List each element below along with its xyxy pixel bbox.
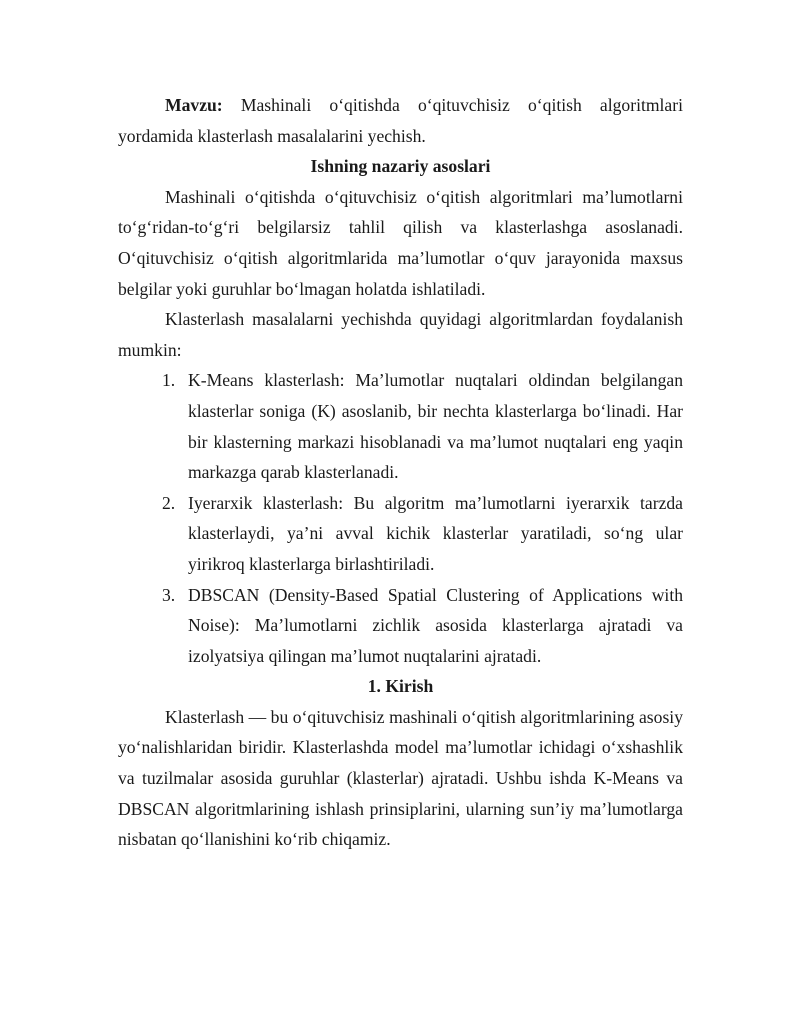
list-item-dbscan [162, 580, 683, 672]
list-number: 1. [162, 370, 176, 391]
intro-paragraph: Klasterlash — bu o‘qituvchisiz mashinali o‘qitish algoritmlarining asosiy yo‘nalishlaridan biridir. Klasterlashda model ma’lumotlar ichidagi o‘xshashlik va tuzilmalar asosida guruhlar (klasterlar) ajratadi. Ushbu ishda K-Means va DBSCAN algoritmlarining ishlash prinsiplarini, ularning sun’iy ma’lumotlarga nisbatan qo‘llanishini ko‘rib chiqamiz. [118, 706, 683, 850]
algorithm-list [118, 365, 683, 671]
list-number: 2. [162, 492, 176, 513]
list-item-text: K-Means klasterlash: Ma’lumotlar nuqtalari oldindan belgilangan klasterlar soniga (K) asoslanib, bir nechta klasterlarga bo‘linadi. Har bir klasterning markazi hisoblanadi va ma’lumot nuqtalari eng yaqin markazga qarab klasterlanadi. [188, 370, 683, 483]
list-number: 3. [162, 584, 176, 605]
theory-paragraph-2: Klasterlash masalalarni yechishda quyidagi algoritmlardan foydalanish mumkin: [118, 309, 683, 360]
section-heading-intro: 1. Kirish [367, 676, 434, 697]
list-item-hierarchical [162, 488, 683, 580]
topic-text: Mashinali o‘qitishda o‘qituvchisiz o‘qitish algoritmlari yordamida klasterlash masalalarini yechish. [118, 95, 683, 146]
document-page [118, 90, 683, 855]
list-item-text: Iyerarxik klasterlash: Bu algoritm ma’lumotlarni iyerarxik tarzda klasterlaydi, ya’ni avval kichik klasterlar yaratiladi, so‘ng ular yirikroq klasterlarga birlashtiriladi. [188, 492, 683, 574]
topic-paragraph [118, 90, 683, 151]
section-heading-theory: Ishning nazariy asoslari [310, 156, 491, 177]
theory-paragraph-1: Mashinali o‘qitishda o‘qituvchisiz o‘qitish algoritmlari ma’lumotlarni to‘g‘ridan-to‘g‘ri belgilarsiz tahlil qilish va klasterlashga asoslanadi. O‘qituvchisiz o‘qitish algoritmlarida ma’lumotlar o‘quv jarayonida maxsus belgilar yoki guruhlar bo‘lmagan holatda ishlatiladi. [118, 186, 683, 299]
list-item-text: DBSCAN (Density-Based Spatial Clustering of Applications with Noise): Ma’lumotlarni zichlik asosida klasterlarga ajratadi va izolyatsiya qilingan ma’lumot nuqtalarini ajratadi. [188, 584, 683, 666]
topic-label: Mavzu: [165, 95, 223, 115]
list-item-kmeans [162, 365, 683, 487]
